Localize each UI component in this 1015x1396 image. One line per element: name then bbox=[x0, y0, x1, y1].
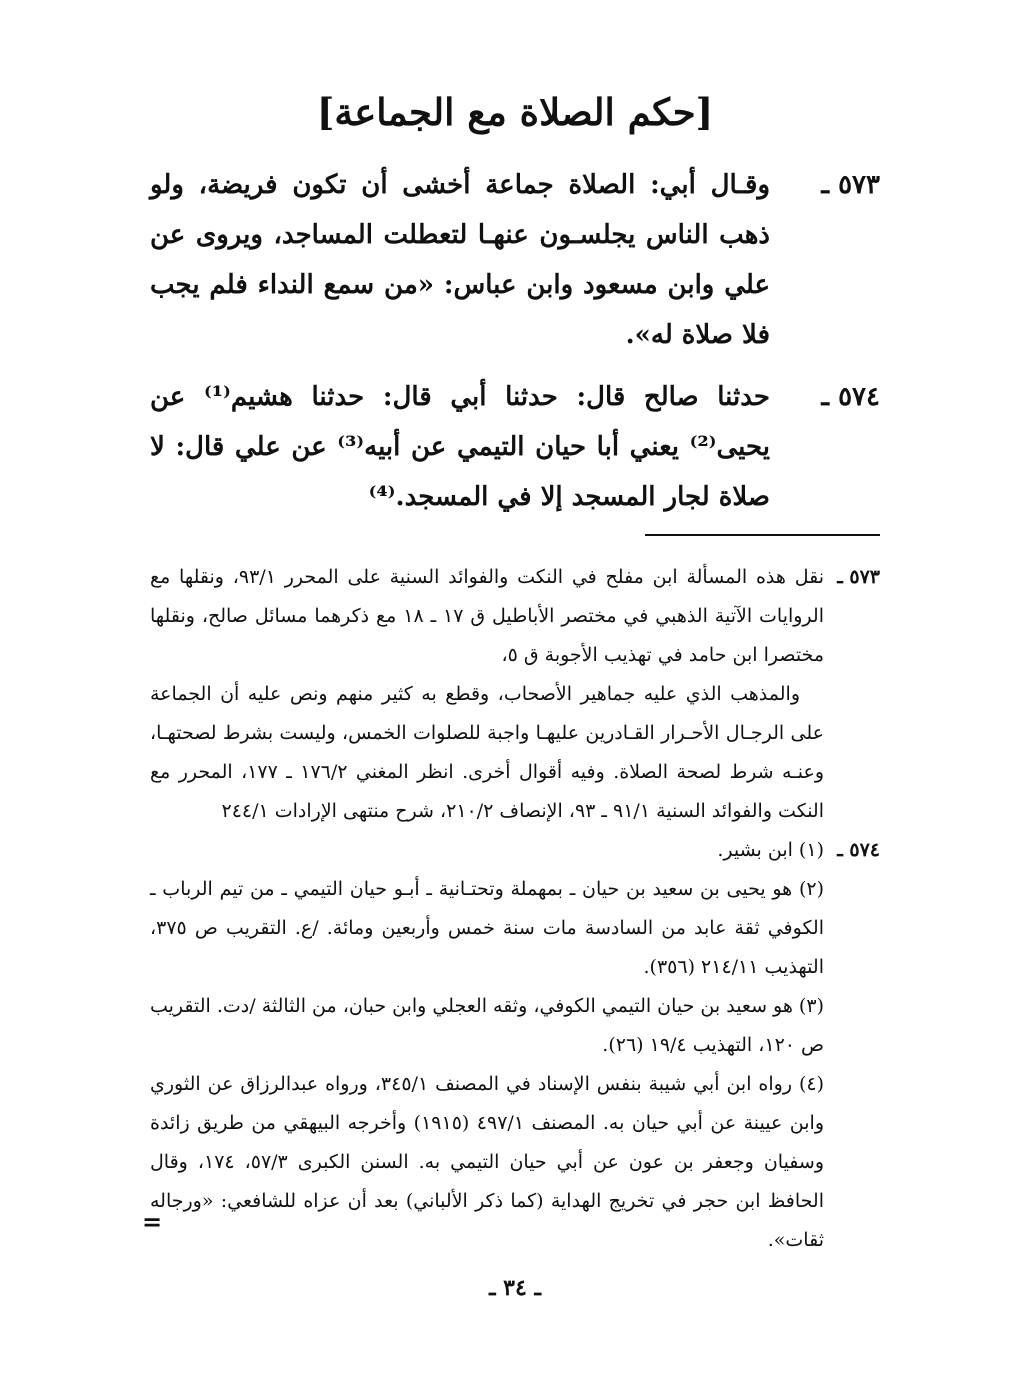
footnote-number: ٥٧٣ ـ bbox=[837, 566, 880, 589]
footnote-573 bbox=[150, 558, 880, 831]
footnote-text: نقل هذه المسألة ابن مفلح في النكت والفوائد السنية على المحرر ٩٣/١، ونقلها مع الروايات الآتية الذهبي في مختصر الأباطيل ق ١٧ ـ ١٨ مع ذكرهما مسائل صالح، ونقلها مختصرا ابن حامد في تهذيب الأجوبة ق ٥، bbox=[150, 566, 824, 667]
page-number: ـ ٣٤ ـ bbox=[489, 1275, 541, 1301]
page bbox=[142, 70, 880, 1370]
footnote-number: ٥٧٤ ـ bbox=[837, 839, 880, 862]
footnote-separator bbox=[645, 534, 880, 536]
entry-text: وقـال أبي: الصلاة جماعة أخشى أن تكون فريضة، ولو ذهب الناس يجلسـون عنهـا لتعطلت المساجد، ويروى عن علي وابن مسعود وابن عباس: «من سمع النداء فلم يجب فلا صلاة له». bbox=[150, 170, 770, 351]
footnote-note-4: (٤) رواه ابن أبي شيبة بنفس الإسناد في المصنف ٣٤٥/١، ورواه عبدالرزاق عن الثوري وابن عيينة عن أبي حيان به. المصنف ٤٩٧/١ (١٩١٥) وأخرجه البيهقي من طريق زائدة وسفيان وجعفر بن عون عن أبي حيان التيمي به. السنن الكبرى ٥٧/٣، ١٧٤، وقال الحافظ ابن حجر في تخريج الهداية (كما ذكر الألباني) بعد أن عزاه للشافعي: «ورجاله ثقات». bbox=[150, 1073, 825, 1252]
entry-text: حدثنا صالح قال: حدثنا أبي قال: حدثنا هشيم⁽¹⁾ عن يحيى⁽²⁾ يعني أبا حيان التيمي عن أبيه⁽³⁾ عن علي قال: لا صلاة لجار المسجد إلا في المسجد.⁽⁴⁾ bbox=[150, 382, 771, 513]
footnote-text: والمذهب الذي عليه جماهير الأصحاب، وقطع به كثير منهم ونص عليه أن الجماعة على الرجـال الأحـرار القـادرين عليهـا واجبة للصلوات الخمس، وليست بشرط لصحتهـا، وعنـه شرط لصحة الصلاة. وفيه أقوال أخرى. انظر المغني ١٧٦/٢ ـ ١٧٧، المحرر مع النكت والفوائد السنية ٩١/١ ـ ٩٣، الإنصاف ٢١٠/٢، شرح منتهى الإرادات ٢٤٤/١ bbox=[150, 683, 824, 823]
footnote-574 bbox=[150, 831, 880, 1260]
entry-574 bbox=[150, 372, 880, 522]
footnote-note-3: (٣) هو سعيد بن حيان التيمي الكوفي، وثقه العجلي وابن حبان، من الثالثة /دت. التقريب ص ١٢٠، التهذيب ١٩/٤ (٢٦). bbox=[149, 995, 824, 1057]
entry-573 bbox=[150, 160, 880, 360]
footnotes bbox=[150, 558, 880, 1260]
entry-number: ٥٧٤ ـ bbox=[821, 382, 880, 413]
footnote-note-2: (٢) هو يحيى بن سعيد بن حيان ـ بمهملة وتحتـانية ـ أبـو حيان التيمي ـ من تيم الرباب ـ الكوفي ثقة عابد من السادسة مات سنة خمس وأربعين ومائة. /ع. التقريب ص ٣٧٥، التهذيب ٢١٤/١١ (٣٥٦). bbox=[150, 878, 824, 979]
footnote-note-1: (١) ابن بشير. bbox=[717, 839, 824, 862]
chapter-title: [حكم الصلاة مع الجماعة] bbox=[316, 90, 714, 134]
entry-number: ٥٧٣ ـ bbox=[821, 170, 880, 201]
continuation-mark: = bbox=[142, 1207, 163, 1236]
